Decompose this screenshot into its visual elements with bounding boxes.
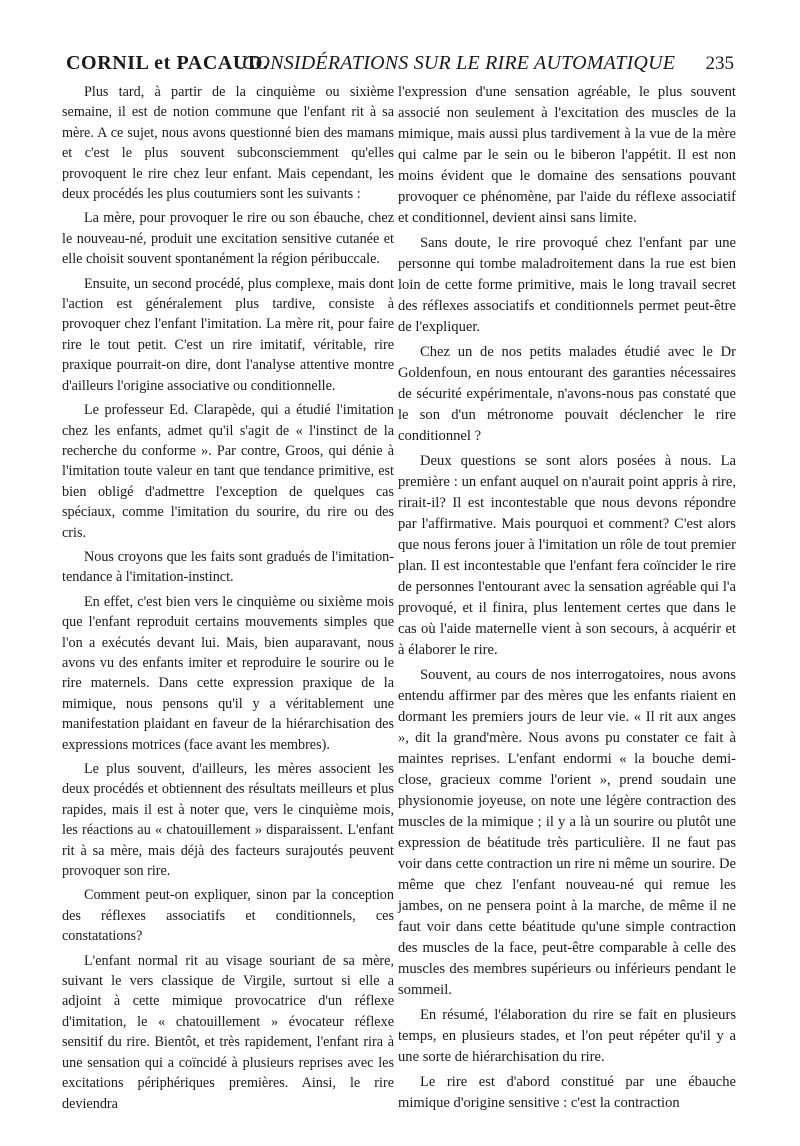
paragraph: Nous croyons que les faits sont gradués de l'imitation-tendance à l'imitation-instinct. [62,548,394,586]
running-header [66,46,736,80]
paragraph: Comment peut-on expliquer, sinon par la conception des réflexes associatifs et conditionnels, ces constatations? [62,887,394,945]
paragraph: La mère, pour provoquer le rire ou son ébauche, chez le nouveau-né, produit une excitation sensitive cutanée et elle choisit souvent spontanément la région péribuccale. [62,210,394,268]
header-authors: CORNIL et PACAUD. [66,52,269,74]
paragraph: Le professeur Ed. Clarapède, qui a étudié l'imitation chez les enfants, admet qu'il s'agit de « l'instinct de la recherche du conforme ». Par contre, Groos, qui dénie à l'imitation toute valeur en tant que tendance primitive, est bien obligé d'admettre l'exception de quelques cas spéciaux, comme l'imitation du sourire, du rire ou des cris. [62,402,394,541]
paragraph: Sans doute, le rire provoqué chez l'enfant par une personne qui tombe maladroitement dans la rue est bien loin de cette forme primitive, mais le long travail secret des réflexes associatifs et conditionnels permet peut-être de l'expliquer. [398,235,736,335]
page-number: 235 [705,53,734,74]
paragraph: Plus tard, à partir de la cinquième ou sixième semaine, il est de notion commune que l'enfant rit à sa mère. A ce sujet, nous avons questionné bien des mamans et c'est le plus souvent subconsciemment qu'elles provoquent le rire chez leur enfant. Mais cependant, les deux procédés les plus coutumiers sont les suivants : [62,84,394,203]
left-column [62,82,394,1118]
paragraph: Chez un de nos petits malades étudié avec le Dr Goldenfoun, en nous entourant des garanties nécessaires de sécurité expérimentale, n'avons-nous pas constaté que le son d'un métronome pouvait déclencher le rire conditionnel ? [398,344,736,444]
paragraph: Deux questions se sont alors posées à nous. La première : un enfant auquel on n'aurait point appris à rire, rirait-il? Il est incontestable que nous devons répondre par l'affirmative. Mais pourquoi et comment? C'est alors que nous ferons jouer à l'imitation un rôle de tout premier plan. Il est incontestable que l'enfant fera coïncider le rire de personnes l'entourant avec la sensation agréable qui l'a provoqué, et il finira, plus lentement certes que dans le cas où l'aide maternelle vient à son secours, à acquérir et à élaborer le rire. [398,453,736,658]
paragraph: Souvent, au cours de nos interrogatoires, nous avons entendu affirmer par des mères que les enfants riaient en dormant les premiers jours de leur vie. « Il rit aux anges », dit la grand'mère. Nous avons pu constater ce fait à maintes reprises. L'enfant endormi « la bouche demi-close, gracieux comme l'orient », prend soudain une physionomie joyeuse, on note une légère contraction des muscles de la mimique ; il y a là un sourire ou plutôt une expression de béatitude très particulière. Il ne faut pas voir dans cette contraction un rire ni même un sourire. De même que chez l'enfant nouveau-né qui remue les jambes, on ne pensera point à la marche, de même il ne faut voir dans cette béatitude qu'une simple contraction des muscles de la face, peut-être comparable à celle des muscles des membres supérieurs ou inférieurs pendant le sommeil. [398,667,736,998]
paragraph: Le rire est d'abord constitué par une ébauche mimique d'origine sensitive : c'est la contraction [398,1074,736,1111]
paragraph: Le plus souvent, d'ailleurs, les mères associent les deux procédés et obtiennent des résultats meilleurs et plus rapides, mais il est à noter que, vers le cinquième mois, les réactions au « chatouillement » disparaissent. L'enfant rit à sa mère, mais déjà des facteurs surajoutés peuvent provoquer son rire. [62,761,394,880]
paragraph: L'enfant normal rit au visage souriant de sa mère, suivant le vers classique de Virgile, surtout si elle a adjoint à cette mimique provocatrice d'un réflexe d'imitation, le « chatouillement » évocateur réflexe sensitif du rire. Bientôt, et très rapidement, l'enfant rira à une sensation qui a coïncidé à plusieurs reprises avec les excitations périphériques premières. Ainsi, le rire deviendra [62,952,394,1112]
paragraph-continued: l'expression d'une sensation agréable, le plus souvent associé non seulement à l'excitation des muscles de la mimique, mais aussi plus tardivement à la vue de la mère qui calme par le sein ou le biberon l'appétit. Il est non moins évident que le domaine des sensations pouvant provoquer ce phénomène, par l'aide du réflexe associatif et conditionnel, devient ainsi sans limite. [398,84,736,226]
paragraph: Ensuite, un second procédé, plus complexe, mais dont l'action est généralement plus tardive, consiste à provoquer chez l'enfant l'imitation. La mère rit, pour faire rire le tout petit. C'est un rire imitatif, véritable, rire praxique pourrait-on dire, dont l'analyse attentive montre d'ailleurs l'origine associative ou conditionnelle. [62,275,394,394]
right-column [398,82,736,1118]
paragraph: En résumé, l'élaboration du rire se fait en plusieurs temps, en plusieurs stades, et l'on peut répéter qu'il y a une sorte de hiérarchisation du rire. [398,1007,736,1065]
paragraph: En effet, c'est bien vers le cinquième ou sixième mois que l'enfant reproduit certains mouvements simples que l'on a exécutés devant lui. Mais, bien auparavant, nous avons vu des enfants imiter et reproduire le sourire ou le rire maternels. Dans cette expression praxique de la mimique, nous pensons qu'il y a véritablement une manifestation plaidant en faveur de la hiérarchisation des expressions motrices (face avant les membres). [62,593,394,753]
header-title: CONSIDÉRATIONS SUR LE RIRE AUTOMATIQUE [242,52,676,74]
